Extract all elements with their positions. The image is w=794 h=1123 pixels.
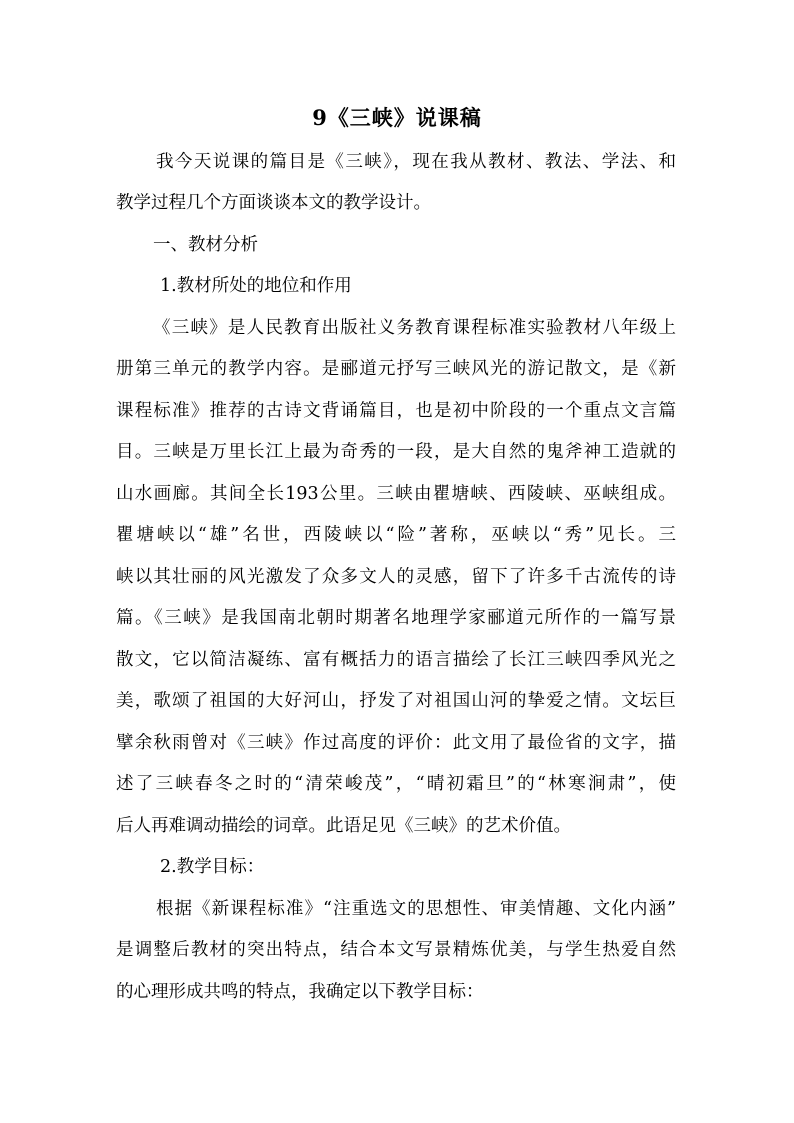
subheading-position-and-role: 1.教材所处的地位和作用 bbox=[160, 276, 352, 296]
paragraph-analysis-line-5: 山水画廊。其间全长193公里。三峡由瞿塘峡、西陵峡、巫峡组成。 bbox=[116, 484, 676, 504]
paragraph-objectives-line-2: 是调整后教材的突出特点，结合本文写景精炼优美，与学生热爱自然 bbox=[116, 940, 676, 960]
paragraph-intro-line-2: 教学过程几个方面谈谈本文的教学设计。 bbox=[116, 193, 431, 213]
paragraph-objectives-line-1: 根据《新课程标准》“注重选文的思想性、审美情趣、文化内涵” bbox=[156, 899, 676, 919]
paragraph-analysis-line-7: 峡以其壮丽的风光激发了众多文人的灵感，留下了许多千古流传的诗 bbox=[116, 567, 676, 587]
paragraph-analysis-line-4: 目。三峡是万里长江上最为奇秀的一段，是大自然的鬼斧神工造就的 bbox=[116, 442, 676, 462]
paragraph-analysis-line-8: 篇。《三峡》是我国南北朝时期著名地理学家郦道元所作的一篇写景 bbox=[116, 608, 676, 628]
paragraph-analysis-line-3: 课程标准》推荐的古诗文背诵篇目，也是初中阶段的一个重点文言篇 bbox=[116, 401, 676, 421]
paragraph-analysis-line-13: 后人再难调动描绘的词章。此语足见《三峡》的艺术价值。 bbox=[116, 816, 571, 836]
paragraph-analysis-line-12: 述了三峡春冬之时的“清荣峻茂”，“晴初霜旦”的“林寒涧肃”，使 bbox=[116, 774, 676, 794]
paragraph-analysis-line-10: 美，歌颂了祖国的大好河山，抒发了对祖国山河的挚爱之情。文坛巨 bbox=[116, 691, 676, 711]
document-title: 9《三峡》说课稿 bbox=[312, 105, 482, 130]
paragraph-intro-line-1: 我今天说课的篇目是《三峡》，现在我从教材、教法、学法、和 bbox=[156, 152, 676, 172]
subheading-teaching-objectives: 2.教学目标： bbox=[160, 857, 265, 877]
paragraph-objectives-line-3: 的心理形成共鸣的特点，我确定以下教学目标： bbox=[116, 982, 484, 1002]
paragraph-analysis-line-2: 册第三单元的教学内容。是郦道元抒写三峡风光的游记散文，是《新 bbox=[116, 359, 676, 379]
paragraph-analysis-line-6: 瞿塘峡以“雄”名世，西陵峡以“险”著称，巫峡以“秀”见长。三 bbox=[116, 525, 676, 545]
paragraph-analysis-line-11: 擘余秋雨曾对《三峡》作过高度的评价：此文用了最俭省的文字，描 bbox=[116, 733, 676, 753]
section-heading-textbook-analysis: 一、教材分析 bbox=[153, 235, 258, 255]
paragraph-analysis-line-9: 散文，它以简洁凝练、富有概括力的语言描绘了长江三峡四季风光之 bbox=[116, 650, 676, 670]
paragraph-analysis-line-1: 《三峡》是人民教育出版社义务教育课程标准实验教材八年级上 bbox=[153, 318, 676, 338]
